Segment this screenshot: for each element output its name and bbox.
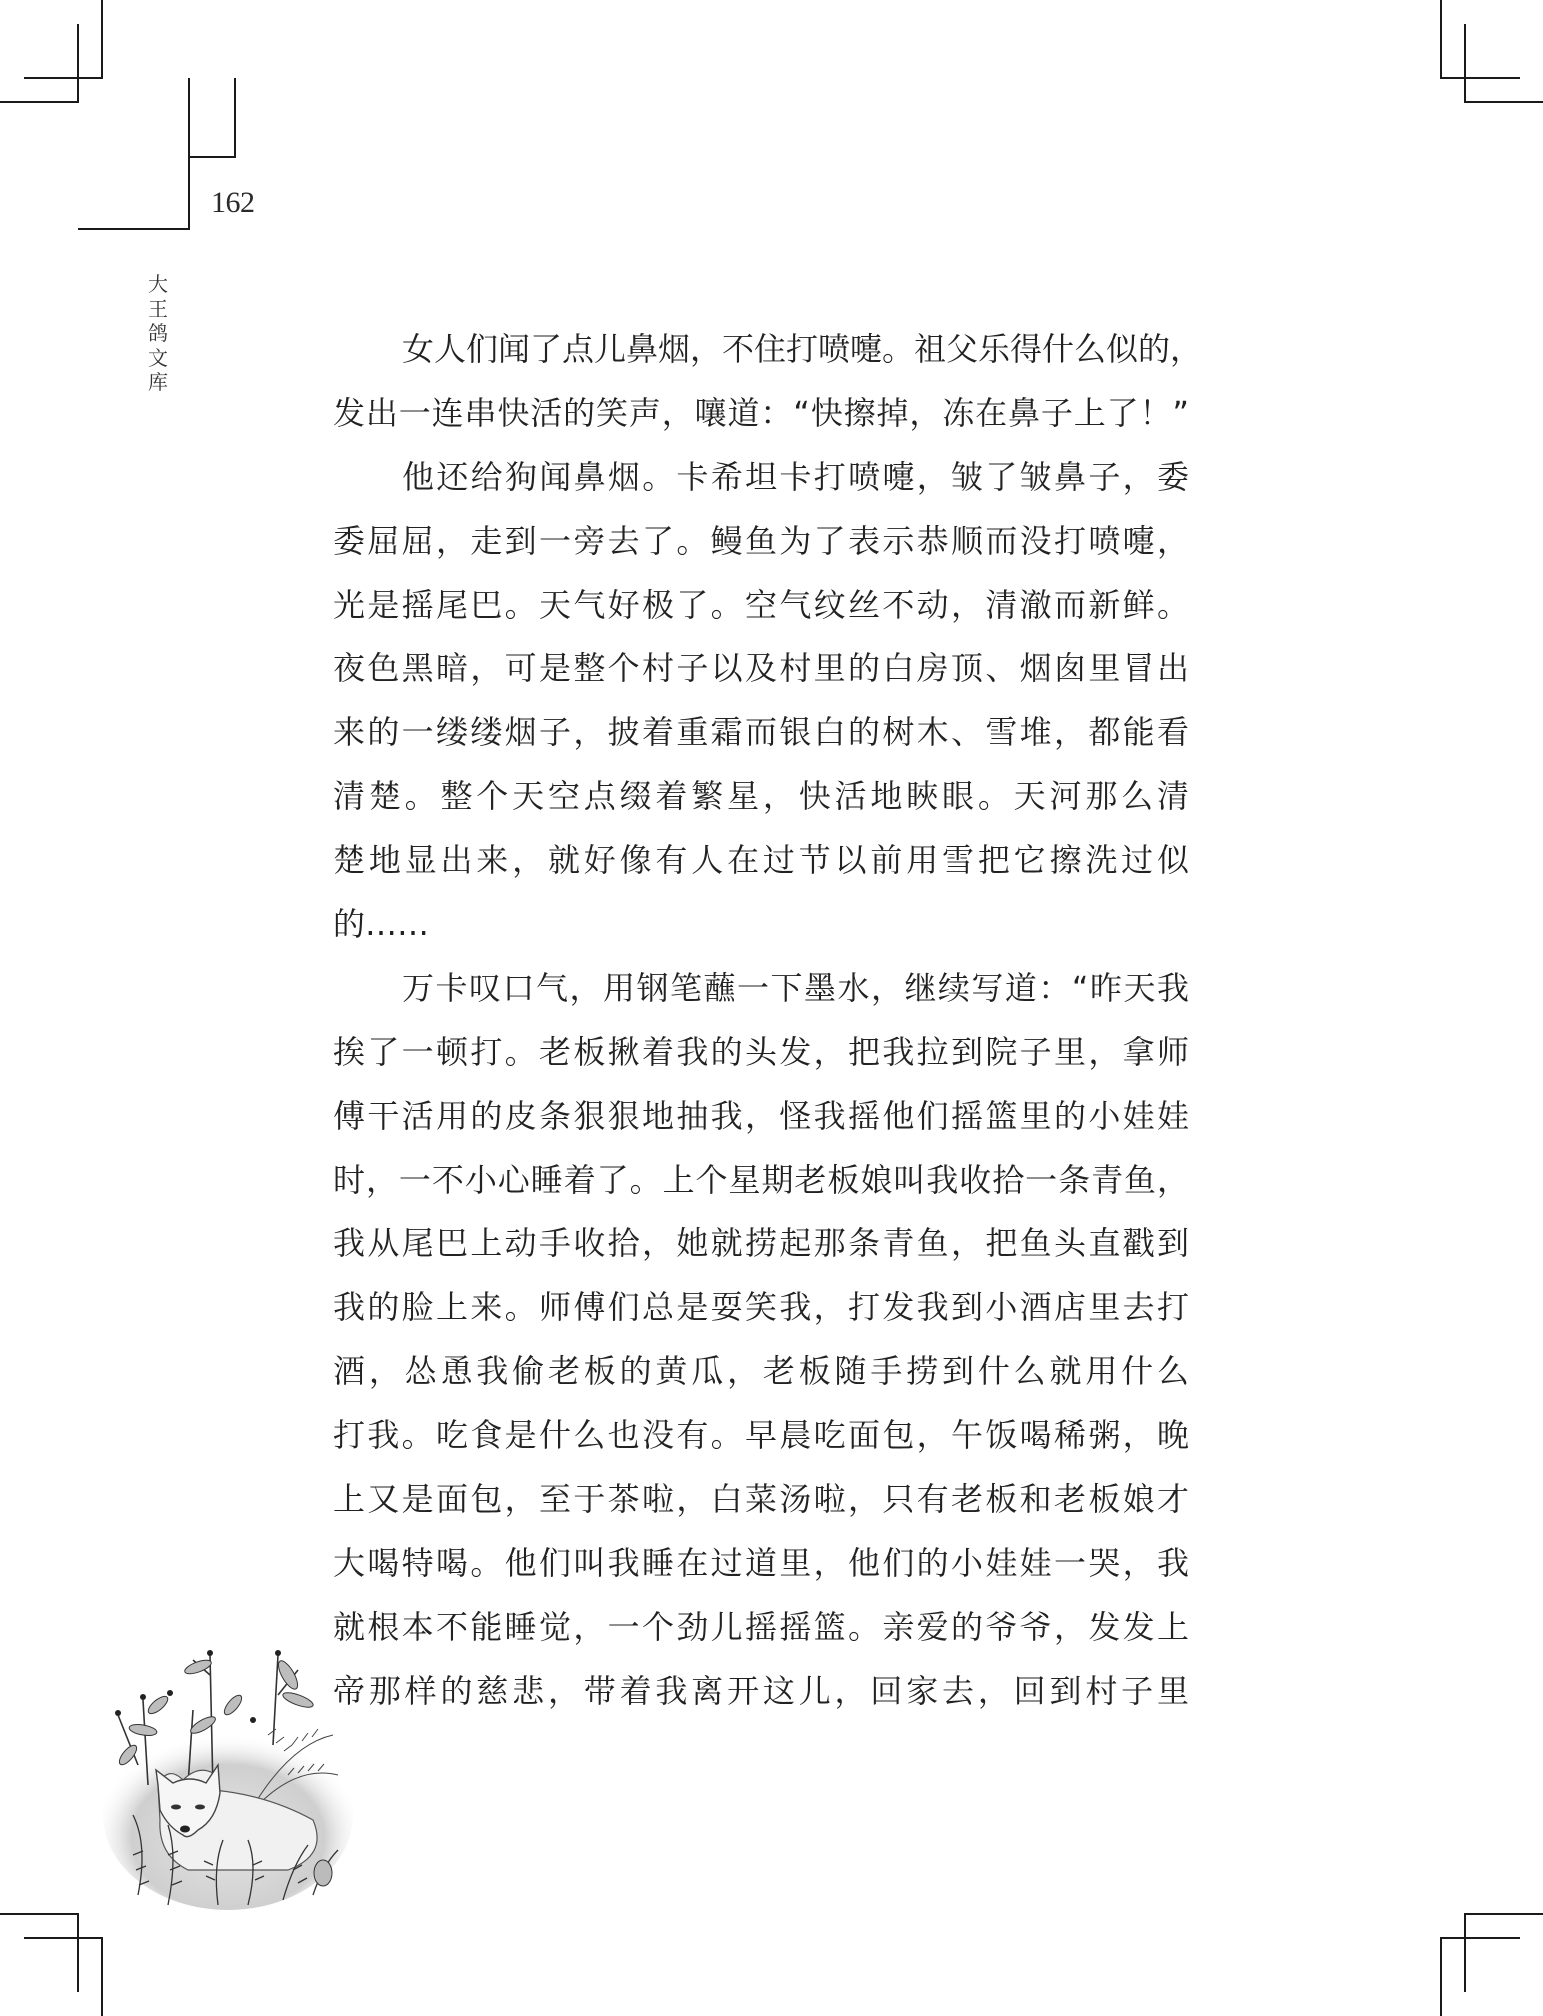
- fox-sketch-icon: [98, 1615, 360, 1915]
- text-line: 打我。吃食是什么也没有。早晨吃面包，午饭喝稀粥，晚: [333, 1416, 1189, 1455]
- crop-mark: [101, 1937, 103, 2016]
- header-rule: [188, 78, 190, 230]
- text-line: 酒，怂恿我偷老板的黄瓜，老板随手捞到什么就用什么: [333, 1352, 1189, 1391]
- crop-mark: [0, 101, 79, 103]
- crop-mark: [1440, 77, 1520, 79]
- series-title: [146, 272, 170, 395]
- crop-mark: [77, 1913, 79, 1992]
- crop-mark: [1440, 1937, 1442, 2016]
- crop-mark: [1440, 1937, 1520, 1939]
- text-line: 我的脸上来。师傅们总是耍笑我，打发我到小酒店里去打: [333, 1288, 1189, 1327]
- text-line: 时，一不小心睡着了。上个星期老板娘叫我收拾一条青鱼，: [333, 1160, 1189, 1199]
- series-title-char: 王: [148, 296, 168, 321]
- text-line: 万卡叹口气，用钢笔蘸一下墨水，继续写道：“昨天我: [402, 968, 1189, 1007]
- text-line: 来的一缕缕烟子，披着重霜而银白的树木、雪堆，都能看: [333, 713, 1189, 752]
- crop-mark: [24, 1937, 103, 1939]
- crop-mark: [0, 1913, 79, 1915]
- text-line: 就根本不能睡觉，一个劲儿摇摇篮。亲爱的爷爷，发发上: [333, 1607, 1189, 1646]
- crop-mark: [101, 0, 103, 79]
- text-line: 楚地显出来，就好像有人在过节以前用雪把它擦洗过似: [333, 841, 1189, 880]
- text-line: 的……: [333, 905, 430, 944]
- header-rule: [234, 78, 236, 158]
- series-title-char: 库: [148, 370, 168, 394]
- text-line: 光是摇尾巴。天气好极了。空气纹丝不动，清澈而新鲜。: [333, 585, 1189, 624]
- series-title-char: 文: [148, 345, 168, 370]
- text-line: 傅干活用的皮条狠狠地抽我，怪我摇他们摇篮里的小娃娃: [333, 1096, 1189, 1135]
- header-rule: [188, 156, 236, 158]
- series-title-char: 鸽: [148, 321, 168, 345]
- crop-mark: [1464, 1913, 1466, 1992]
- crop-mark: [1464, 101, 1543, 103]
- crop-mark: [1440, 0, 1442, 79]
- text-line: 大喝特喝。他们叫我睡在过道里，他们的小娃娃一哭，我: [333, 1543, 1189, 1582]
- crop-mark: [77, 24, 79, 103]
- crop-mark: [24, 77, 103, 79]
- text-line: 夜色黑暗，可是整个村子以及村里的白房顶、烟囱里冒出: [333, 649, 1189, 688]
- body-text: [333, 318, 1203, 1724]
- text-line: 上又是面包，至于茶啦，白菜汤啦，只有老板和老板娘才: [333, 1480, 1189, 1519]
- text-line: 发出一连串快活的笑声，嚷道：“快擦掉，冻在鼻子上了！”: [333, 393, 1189, 432]
- text-line: 帝那样的慈悲，带着我离开这儿，回家去，回到村子里: [333, 1671, 1189, 1710]
- text-line: 清楚。整个天空点缀着繁星，快活地䀹眼。天河那么清: [333, 777, 1189, 816]
- text-line: 女人们闻了点儿鼻烟，不住打喷嚏。祖父乐得什么似的，: [402, 330, 1203, 368]
- text-line: 挨了一顿打。老板揪着我的头发，把我拉到院子里，拿师: [333, 1032, 1189, 1071]
- text-line: 委屈屈，走到一旁去了。鳗鱼为了表示恭顺而没打喷嚏，: [333, 521, 1189, 560]
- page-number: 162: [211, 186, 255, 219]
- text-line: 我从尾巴上动手收拾，她就捞起那条青鱼，把鱼头直戳到: [333, 1224, 1189, 1263]
- crop-mark: [1464, 1913, 1543, 1915]
- text-line: 他还给狗闻鼻烟。卡希坦卡打喷嚏，皱了皱鼻子，委: [402, 457, 1189, 496]
- crop-mark: [1464, 24, 1466, 103]
- fox-illustration: [98, 1615, 360, 1915]
- series-title-char: 大: [148, 272, 168, 296]
- header-rule: [78, 228, 190, 230]
